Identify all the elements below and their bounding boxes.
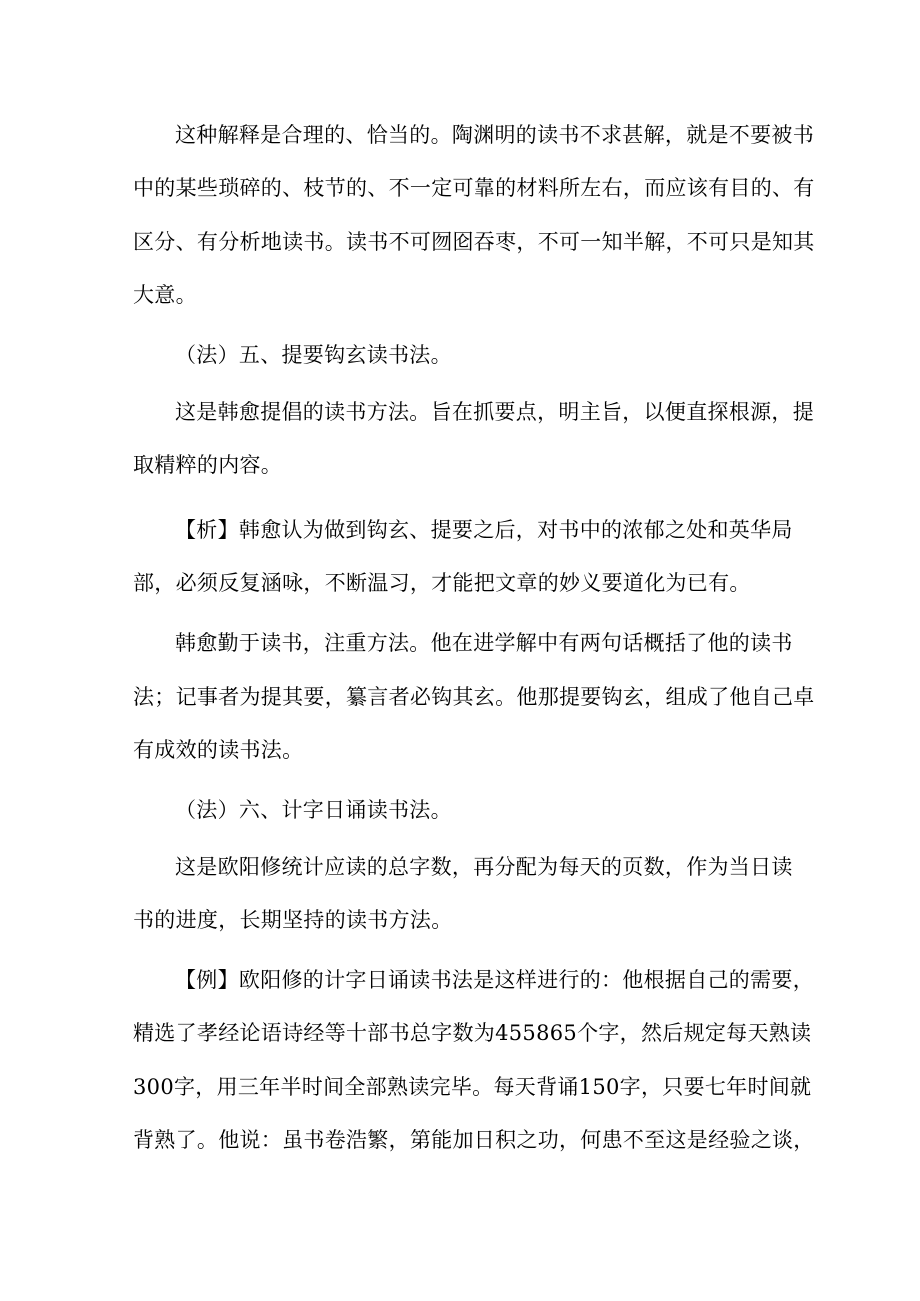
paragraph-line: 书的进度，长期坚持的读书方法。	[133, 908, 453, 932]
paragraph-line: 【析】韩愈认为做到钩玄、提要之后，对书中的浓郁之处和英华局	[175, 518, 793, 542]
section-heading: （法）六、计字日诵读书法。	[175, 798, 452, 822]
paragraph-line: 这种解释是合理的、恰当的。陶渊明的读书不求甚解，就是不要被书	[175, 123, 814, 147]
paragraph-line: 有成效的读书法。	[133, 738, 304, 762]
paragraph-line: 300字，用三年半时间全部熟读完毕。每天背诵150字，只要七年时间就	[133, 1075, 812, 1099]
paragraph-line: 区分、有分析地读书。读书不可囫囵吞枣，不可一知半解，不可只是知其	[133, 230, 815, 254]
paragraph-line: 背熟了。他说：虽书卷浩繁，第能加日积之功，何患不至这是经验之谈，	[133, 1128, 815, 1152]
paragraph-line: 这是韩愈提倡的读书方法。旨在抓要点，明主旨，以便直探根源，提	[175, 400, 814, 424]
section-heading: （法）五、提要钩玄读书法。	[175, 343, 452, 367]
paragraph-line: 法；记事者为提其要，纂言者必钩其玄。他那提要钩玄，组成了他自己卓	[133, 685, 815, 709]
paragraph-line: 取精粹的内容。	[133, 453, 283, 477]
paragraph-line: 韩愈勤于读书，注重方法。他在进学解中有两句话概括了他的读书	[175, 631, 793, 655]
paragraph-line: 这是欧阳修统计应读的总字数，再分配为每天的页数，作为当日读	[175, 855, 793, 879]
paragraph-line: 精选了孝经论语诗经等十部书总字数为455865个字，然后规定每天熟读	[133, 1021, 812, 1045]
paragraph-line: 大意。	[133, 283, 197, 307]
paragraph-line: 中的某些琐碎的、枝节的、不一定可靠的材料所左右，而应该有目的、有	[133, 176, 815, 200]
paragraph-line: 部，必须反复涵咏，不断温习，才能把文章的妙义要道化为已有。	[133, 571, 751, 595]
paragraph-line: 【例】欧阳修的计字日诵读书法是这样进行的：他根据自己的需要，	[175, 968, 814, 992]
